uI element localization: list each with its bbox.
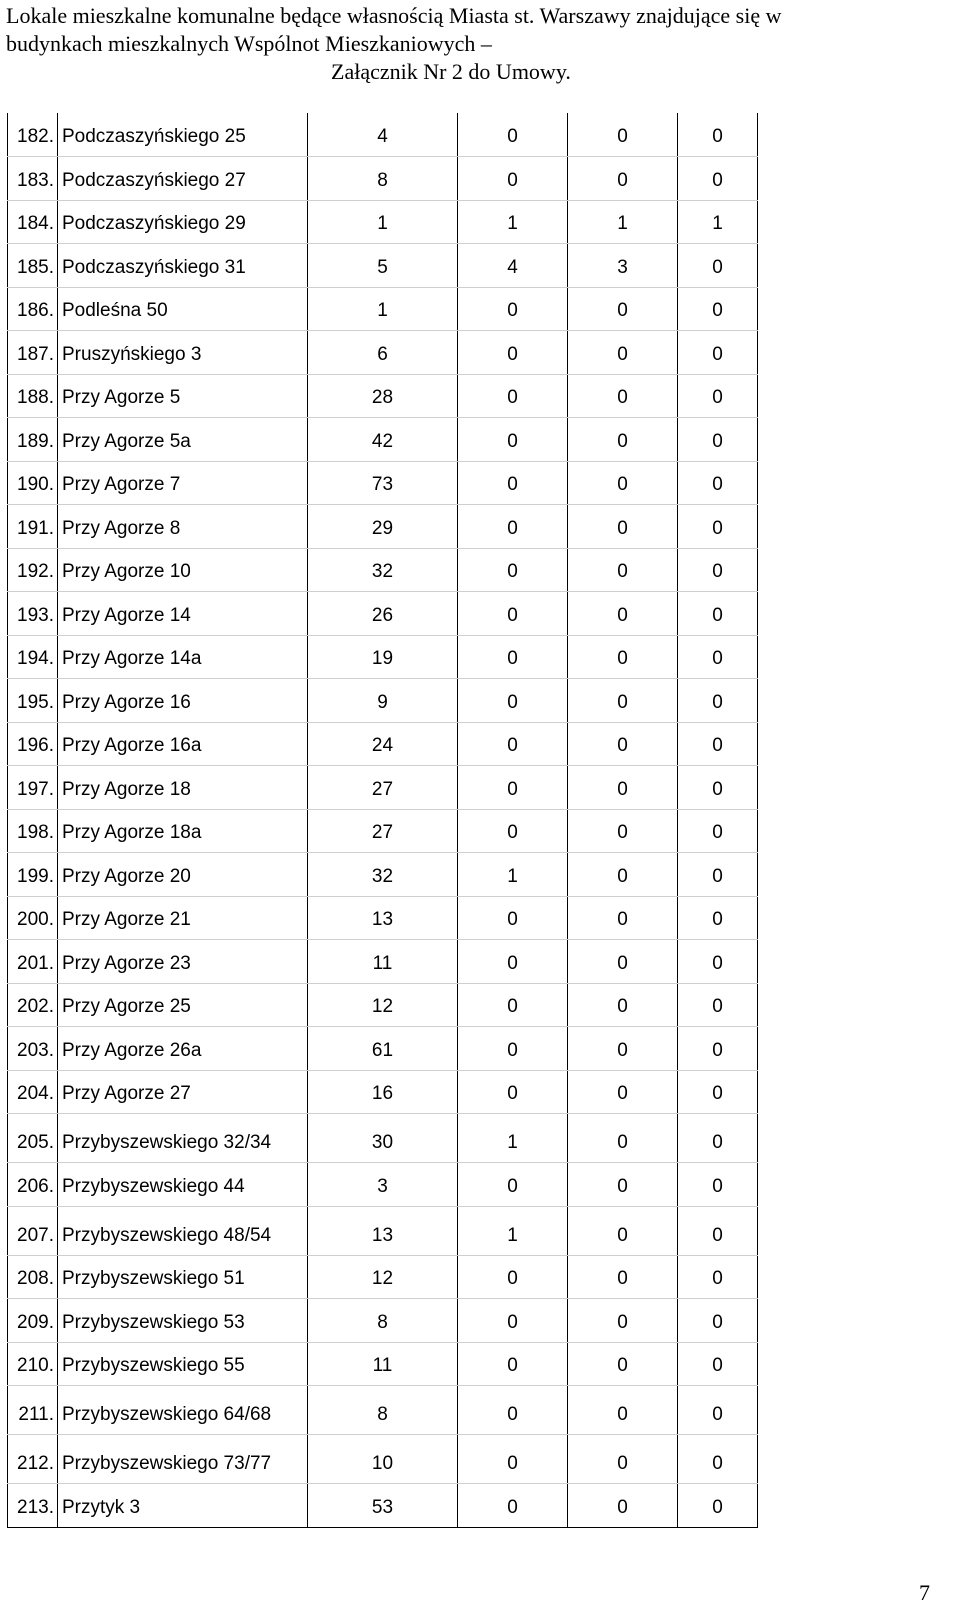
table-row (8, 505, 758, 549)
count-cell-1: 4 (308, 113, 458, 157)
table-row (8, 1255, 758, 1299)
count-cell-4: 0 (678, 635, 758, 679)
count-cell-1: 6 (308, 331, 458, 375)
address-cell: Przy Agorze 10 (58, 548, 308, 592)
count-cell-3: 0 (568, 1206, 678, 1255)
count-cell-4: 0 (678, 1027, 758, 1071)
count-cell-3: 0 (568, 1070, 678, 1114)
count-cell-2: 1 (458, 200, 568, 244)
count-cell-3: 0 (568, 1255, 678, 1299)
count-cell-2: 0 (458, 940, 568, 984)
address-cell: Przy Agorze 20 (58, 853, 308, 897)
count-cell-2: 0 (458, 1299, 568, 1343)
address-cell: Przy Agorze 5 (58, 374, 308, 418)
table-row (8, 200, 758, 244)
address-cell: Przytyk 3 (58, 1484, 308, 1528)
count-cell-4: 0 (678, 548, 758, 592)
table-row (8, 679, 758, 723)
count-cell-3: 0 (568, 1299, 678, 1343)
count-cell-1: 13 (308, 896, 458, 940)
row-number: 184. (8, 200, 58, 244)
count-cell-4: 0 (678, 1206, 758, 1255)
count-cell-1: 73 (308, 461, 458, 505)
count-cell-2: 0 (458, 679, 568, 723)
row-number: 189. (8, 418, 58, 462)
count-cell-1: 53 (308, 1484, 458, 1528)
table-row (8, 592, 758, 636)
count-cell-2: 0 (458, 1484, 568, 1528)
count-cell-4: 0 (678, 679, 758, 723)
count-cell-1: 19 (308, 635, 458, 679)
apartments-table (7, 113, 758, 1528)
address-cell: Przybyszewskiego 73/77 (58, 1435, 308, 1484)
row-number: 206. (8, 1163, 58, 1207)
count-cell-4: 0 (678, 592, 758, 636)
row-number: 185. (8, 244, 58, 288)
count-cell-4: 0 (678, 1435, 758, 1484)
row-number: 186. (8, 287, 58, 331)
count-cell-1: 1 (308, 287, 458, 331)
count-cell-2: 0 (458, 461, 568, 505)
address-cell: Przy Agorze 14 (58, 592, 308, 636)
count-cell-1: 10 (308, 1435, 458, 1484)
table-row (8, 853, 758, 897)
count-cell-2: 0 (458, 1255, 568, 1299)
count-cell-2: 0 (458, 1163, 568, 1207)
count-cell-4: 0 (678, 1484, 758, 1528)
count-cell-4: 0 (678, 853, 758, 897)
header-line-2: budynkach mieszkalnych Wspólnot Mieszkaniowych – (6, 31, 492, 56)
row-number: 188. (8, 374, 58, 418)
count-cell-1: 27 (308, 766, 458, 810)
header-line-3: Załącznik Nr 2 do Umowy. (331, 59, 571, 84)
table-row (8, 1386, 758, 1435)
count-cell-2: 0 (458, 1027, 568, 1071)
row-number: 199. (8, 853, 58, 897)
count-cell-4: 0 (678, 113, 758, 157)
table-row (8, 1114, 758, 1163)
row-number: 197. (8, 766, 58, 810)
row-number: 198. (8, 809, 58, 853)
count-cell-3: 0 (568, 896, 678, 940)
count-cell-3: 0 (568, 157, 678, 201)
count-cell-2: 0 (458, 331, 568, 375)
count-cell-4: 0 (678, 983, 758, 1027)
address-cell: Przybyszewskiego 51 (58, 1255, 308, 1299)
row-number: 193. (8, 592, 58, 636)
table-row (8, 722, 758, 766)
count-cell-4: 1 (678, 200, 758, 244)
count-cell-3: 0 (568, 1027, 678, 1071)
count-cell-2: 0 (458, 157, 568, 201)
row-number: 213. (8, 1484, 58, 1528)
count-cell-3: 0 (568, 1342, 678, 1386)
address-cell: Przy Agorze 21 (58, 896, 308, 940)
table-body (8, 113, 758, 1527)
count-cell-4: 0 (678, 287, 758, 331)
row-number: 207. (8, 1206, 58, 1255)
row-number: 204. (8, 1070, 58, 1114)
table-row (8, 287, 758, 331)
table-row (8, 1027, 758, 1071)
count-cell-1: 28 (308, 374, 458, 418)
count-cell-3: 0 (568, 461, 678, 505)
count-cell-4: 0 (678, 461, 758, 505)
count-cell-3: 0 (568, 1484, 678, 1528)
count-cell-2: 1 (458, 1114, 568, 1163)
table-row (8, 1070, 758, 1114)
row-number: 192. (8, 548, 58, 592)
count-cell-2: 0 (458, 287, 568, 331)
count-cell-1: 1 (308, 200, 458, 244)
table-row (8, 418, 758, 462)
address-cell: Podczaszyńskiego 25 (58, 113, 308, 157)
count-cell-2: 0 (458, 505, 568, 549)
count-cell-4: 0 (678, 809, 758, 853)
address-cell: Pruszyńskiego 3 (58, 331, 308, 375)
count-cell-4: 0 (678, 940, 758, 984)
count-cell-3: 0 (568, 766, 678, 810)
count-cell-1: 12 (308, 1255, 458, 1299)
count-cell-1: 30 (308, 1114, 458, 1163)
page-number: 7 (919, 1580, 930, 1605)
count-cell-1: 16 (308, 1070, 458, 1114)
count-cell-1: 24 (308, 722, 458, 766)
count-cell-3: 0 (568, 635, 678, 679)
address-cell: Podleśna 50 (58, 287, 308, 331)
count-cell-1: 11 (308, 1342, 458, 1386)
row-number: 202. (8, 983, 58, 1027)
row-number: 212. (8, 1435, 58, 1484)
count-cell-4: 0 (678, 1386, 758, 1435)
address-cell: Przy Agorze 7 (58, 461, 308, 505)
count-cell-4: 0 (678, 896, 758, 940)
count-cell-3: 0 (568, 679, 678, 723)
count-cell-1: 13 (308, 1206, 458, 1255)
count-cell-3: 0 (568, 548, 678, 592)
count-cell-2: 0 (458, 1342, 568, 1386)
table-row (8, 244, 758, 288)
address-cell: Przy Agorze 16a (58, 722, 308, 766)
count-cell-3: 0 (568, 287, 678, 331)
count-cell-2: 0 (458, 635, 568, 679)
count-cell-3: 0 (568, 1386, 678, 1435)
count-cell-2: 0 (458, 548, 568, 592)
count-cell-2: 0 (458, 896, 568, 940)
count-cell-1: 5 (308, 244, 458, 288)
address-cell: Podczaszyńskiego 31 (58, 244, 308, 288)
count-cell-2: 0 (458, 722, 568, 766)
address-cell: Przy Agorze 5a (58, 418, 308, 462)
table-row (8, 1435, 758, 1484)
count-cell-2: 0 (458, 983, 568, 1027)
row-number: 200. (8, 896, 58, 940)
count-cell-1: 61 (308, 1027, 458, 1071)
count-cell-1: 11 (308, 940, 458, 984)
count-cell-3: 0 (568, 1163, 678, 1207)
count-cell-4: 0 (678, 766, 758, 810)
address-cell: Przy Agorze 18a (58, 809, 308, 853)
count-cell-1: 8 (308, 1386, 458, 1435)
row-number: 209. (8, 1299, 58, 1343)
header-line-1: Lokale mieszkalne komunalne będące własnością Miasta st. Warszawy znajdujące się w (6, 3, 782, 28)
row-number: 190. (8, 461, 58, 505)
table-row (8, 1342, 758, 1386)
address-cell: Przy Agorze 16 (58, 679, 308, 723)
count-cell-4: 0 (678, 418, 758, 462)
count-cell-3: 0 (568, 331, 678, 375)
count-cell-3: 0 (568, 940, 678, 984)
count-cell-4: 0 (678, 505, 758, 549)
count-cell-1: 42 (308, 418, 458, 462)
count-cell-3: 0 (568, 722, 678, 766)
count-cell-3: 0 (568, 505, 678, 549)
address-cell: Przybyszewskiego 48/54 (58, 1206, 308, 1255)
count-cell-3: 1 (568, 200, 678, 244)
count-cell-3: 0 (568, 592, 678, 636)
count-cell-1: 3 (308, 1163, 458, 1207)
row-number: 194. (8, 635, 58, 679)
count-cell-3: 3 (568, 244, 678, 288)
row-number: 211. (8, 1386, 58, 1435)
count-cell-1: 9 (308, 679, 458, 723)
count-cell-2: 4 (458, 244, 568, 288)
count-cell-2: 0 (458, 1435, 568, 1484)
count-cell-2: 1 (458, 1206, 568, 1255)
table-row (8, 766, 758, 810)
table-row (8, 983, 758, 1027)
table-row (8, 1484, 758, 1528)
row-number: 191. (8, 505, 58, 549)
row-number: 203. (8, 1027, 58, 1071)
row-number: 183. (8, 157, 58, 201)
count-cell-1: 26 (308, 592, 458, 636)
table-row (8, 113, 758, 157)
count-cell-1: 8 (308, 157, 458, 201)
count-cell-3: 0 (568, 418, 678, 462)
row-number: 195. (8, 679, 58, 723)
count-cell-4: 0 (678, 1299, 758, 1343)
address-cell: Przy Agorze 18 (58, 766, 308, 810)
address-cell: Przy Agorze 8 (58, 505, 308, 549)
count-cell-4: 0 (678, 331, 758, 375)
count-cell-3: 0 (568, 1435, 678, 1484)
table-row (8, 1299, 758, 1343)
address-cell: Podczaszyńskiego 27 (58, 157, 308, 201)
address-cell: Przybyszewskiego 32/34 (58, 1114, 308, 1163)
address-cell: Przybyszewskiego 55 (58, 1342, 308, 1386)
table-row (8, 461, 758, 505)
address-cell: Przy Agorze 27 (58, 1070, 308, 1114)
count-cell-3: 0 (568, 113, 678, 157)
count-cell-3: 0 (568, 983, 678, 1027)
count-cell-2: 0 (458, 374, 568, 418)
count-cell-4: 0 (678, 1342, 758, 1386)
count-cell-2: 0 (458, 113, 568, 157)
count-cell-4: 0 (678, 1255, 758, 1299)
address-cell: Przybyszewskiego 53 (58, 1299, 308, 1343)
count-cell-2: 0 (458, 766, 568, 810)
address-cell: Przy Agorze 26a (58, 1027, 308, 1071)
count-cell-3: 0 (568, 809, 678, 853)
count-cell-2: 0 (458, 592, 568, 636)
count-cell-1: 32 (308, 548, 458, 592)
count-cell-4: 0 (678, 1163, 758, 1207)
count-cell-3: 0 (568, 853, 678, 897)
table-row (8, 374, 758, 418)
count-cell-3: 0 (568, 374, 678, 418)
document-header (6, 2, 946, 86)
count-cell-1: 12 (308, 983, 458, 1027)
count-cell-4: 0 (678, 374, 758, 418)
address-cell: Przy Agorze 23 (58, 940, 308, 984)
count-cell-1: 29 (308, 505, 458, 549)
address-cell: Przybyszewskiego 64/68 (58, 1386, 308, 1435)
count-cell-2: 0 (458, 1386, 568, 1435)
row-number: 208. (8, 1255, 58, 1299)
address-cell: Podczaszyńskiego 29 (58, 200, 308, 244)
row-number: 187. (8, 331, 58, 375)
row-number: 196. (8, 722, 58, 766)
table-row (8, 1163, 758, 1207)
count-cell-4: 0 (678, 244, 758, 288)
table-row (8, 331, 758, 375)
address-cell: Przy Agorze 25 (58, 983, 308, 1027)
count-cell-4: 0 (678, 1114, 758, 1163)
address-cell: Przy Agorze 14a (58, 635, 308, 679)
count-cell-3: 0 (568, 1114, 678, 1163)
count-cell-1: 8 (308, 1299, 458, 1343)
table-row (8, 157, 758, 201)
table-row (8, 940, 758, 984)
count-cell-4: 0 (678, 157, 758, 201)
count-cell-2: 0 (458, 1070, 568, 1114)
table-row (8, 635, 758, 679)
table-row (8, 809, 758, 853)
count-cell-2: 0 (458, 418, 568, 462)
count-cell-4: 0 (678, 1070, 758, 1114)
row-number: 210. (8, 1342, 58, 1386)
row-number: 182. (8, 113, 58, 157)
count-cell-1: 27 (308, 809, 458, 853)
table-row (8, 548, 758, 592)
count-cell-2: 1 (458, 853, 568, 897)
table-row (8, 896, 758, 940)
address-cell: Przybyszewskiego 44 (58, 1163, 308, 1207)
count-cell-2: 0 (458, 809, 568, 853)
table-row (8, 1206, 758, 1255)
row-number: 201. (8, 940, 58, 984)
count-cell-1: 32 (308, 853, 458, 897)
row-number: 205. (8, 1114, 58, 1163)
count-cell-4: 0 (678, 722, 758, 766)
